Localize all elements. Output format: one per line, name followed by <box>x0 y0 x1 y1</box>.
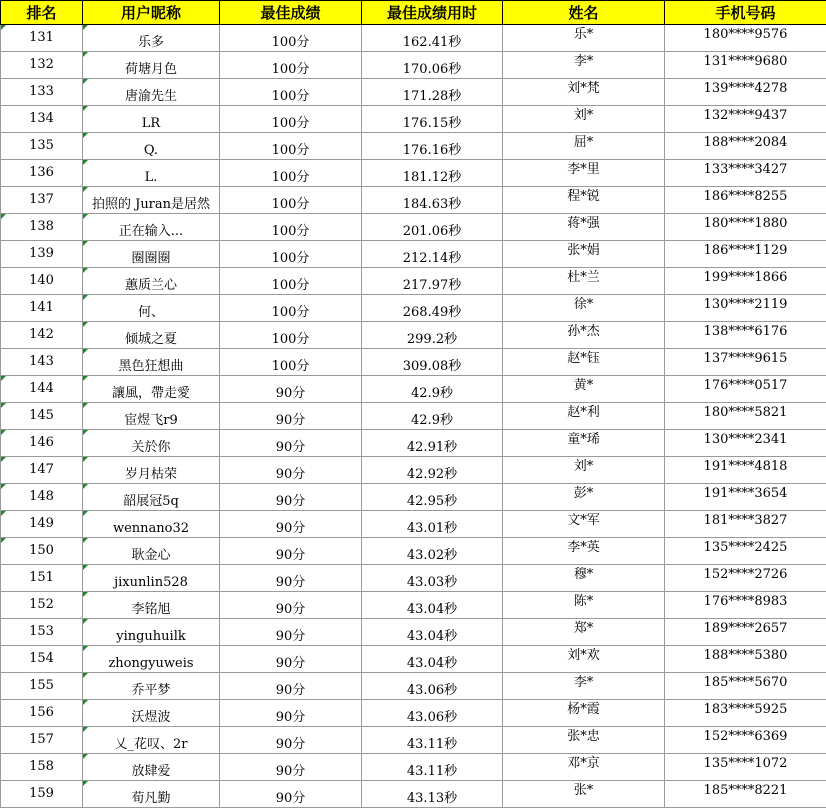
name-cell[interactable]: 彭* <box>503 484 665 511</box>
phone-cell[interactable]: 152****2726 <box>665 565 826 592</box>
time-cell[interactable]: 162.41秒 <box>362 25 503 52</box>
name-cell[interactable]: 邓*京 <box>503 754 665 781</box>
table-row <box>1 52 826 79</box>
table-row <box>1 106 826 133</box>
phone-cell[interactable]: 191****3654 <box>665 484 826 511</box>
score-cell[interactable]: 100分 <box>220 25 362 52</box>
nickname-cell[interactable]: 黑色狂想曲 <box>83 349 220 376</box>
name-cell[interactable]: 刘*梵 <box>503 79 665 106</box>
time-cell[interactable]: 43.06秒 <box>362 700 503 727</box>
time-cell[interactable]: 42.92秒 <box>362 457 503 484</box>
table-row <box>1 754 826 781</box>
time-cell[interactable]: 217.97秒 <box>362 268 503 295</box>
phone-cell[interactable]: 189****2657 <box>665 619 826 646</box>
score-cell[interactable]: 90分 <box>220 457 362 484</box>
nickname-cell[interactable]: 岁月枯荣 <box>83 457 220 484</box>
time-cell[interactable]: 181.12秒 <box>362 160 503 187</box>
nickname-cell[interactable]: 宦煜飞r9 <box>83 403 220 430</box>
nickname-cell[interactable]: jixunlin528 <box>83 565 220 592</box>
table-row <box>1 511 826 538</box>
rank-cell[interactable]: 142 <box>1 322 83 349</box>
nickname-cell[interactable]: 拍照的 Juran是居然 <box>83 187 220 214</box>
rank-cell[interactable]: 137 <box>1 187 83 214</box>
rank-cell[interactable]: 144 <box>1 376 83 403</box>
name-cell[interactable]: 陈* <box>503 592 665 619</box>
rank-cell[interactable]: 131 <box>1 25 83 52</box>
rank-cell[interactable]: 132 <box>1 52 83 79</box>
time-cell[interactable]: 43.04秒 <box>362 646 503 673</box>
time-cell[interactable]: 184.63秒 <box>362 187 503 214</box>
name-cell[interactable]: 郑* <box>503 619 665 646</box>
rank-cell[interactable]: 149 <box>1 511 83 538</box>
phone-cell[interactable]: 132****9437 <box>665 106 826 133</box>
rank-cell[interactable]: 135 <box>1 133 83 160</box>
time-cell[interactable]: 212.14秒 <box>362 241 503 268</box>
table-row <box>1 214 826 241</box>
rank-cell[interactable]: 159 <box>1 781 83 808</box>
time-cell[interactable]: 43.04秒 <box>362 592 503 619</box>
phone-cell[interactable]: 186****8255 <box>665 187 826 214</box>
phone-cell[interactable]: 133****3427 <box>665 160 826 187</box>
name-cell[interactable]: 童*琋 <box>503 430 665 457</box>
table-row <box>1 295 826 322</box>
nickname-cell[interactable]: 唐渝先生 <box>83 79 220 106</box>
score-cell[interactable]: 100分 <box>220 187 362 214</box>
nickname-cell[interactable]: L. <box>83 160 220 187</box>
table-row <box>1 79 826 106</box>
time-cell[interactable]: 43.11秒 <box>362 754 503 781</box>
score-cell[interactable]: 90分 <box>220 376 362 403</box>
table-row <box>1 241 826 268</box>
table-row <box>1 403 826 430</box>
phone-cell[interactable]: 139****4278 <box>665 79 826 106</box>
phone-cell[interactable]: 181****3827 <box>665 511 826 538</box>
rank-cell[interactable]: 156 <box>1 700 83 727</box>
phone-cell[interactable]: 176****8983 <box>665 592 826 619</box>
time-cell[interactable]: 171.28秒 <box>362 79 503 106</box>
table-row <box>1 673 826 700</box>
time-cell[interactable]: 176.15秒 <box>362 106 503 133</box>
score-cell[interactable]: 100分 <box>220 106 362 133</box>
name-cell[interactable]: 黄* <box>503 376 665 403</box>
nickname-cell[interactable]: 乔平梦 <box>83 673 220 700</box>
rank-cell[interactable]: 151 <box>1 565 83 592</box>
name-cell[interactable]: 屈* <box>503 133 665 160</box>
time-cell[interactable]: 176.16秒 <box>362 133 503 160</box>
score-cell[interactable]: 100分 <box>220 52 362 79</box>
header-nickname[interactable]: 用户昵称 <box>83 1 220 25</box>
header-score[interactable]: 最佳成绩 <box>220 1 362 25</box>
name-cell[interactable]: 杜*兰 <box>503 268 665 295</box>
name-cell[interactable]: 徐* <box>503 295 665 322</box>
score-cell[interactable]: 90分 <box>220 619 362 646</box>
name-cell[interactable]: 孙*杰 <box>503 322 665 349</box>
nickname-cell[interactable]: 乂_花叹、2r <box>83 727 220 754</box>
time-cell[interactable]: 299.2秒 <box>362 322 503 349</box>
nickname-cell[interactable]: zhongyuweis <box>83 646 220 673</box>
score-cell[interactable]: 100分 <box>220 295 362 322</box>
phone-cell[interactable]: 131****9680 <box>665 52 826 79</box>
time-cell[interactable]: 43.03秒 <box>362 565 503 592</box>
phone-cell[interactable]: 176****0517 <box>665 376 826 403</box>
score-cell[interactable]: 90分 <box>220 430 362 457</box>
table-row <box>1 376 826 403</box>
name-cell[interactable]: 李*里 <box>503 160 665 187</box>
table-row <box>1 484 826 511</box>
time-cell[interactable]: 42.9秒 <box>362 376 503 403</box>
header-phone[interactable]: 手机号码 <box>665 1 826 25</box>
score-cell[interactable]: 90分 <box>220 700 362 727</box>
rank-cell[interactable]: 140 <box>1 268 83 295</box>
header-rank[interactable]: 排名 <box>1 1 83 25</box>
phone-cell[interactable]: 191****4818 <box>665 457 826 484</box>
header-time[interactable]: 最佳成绩用时 <box>362 1 503 25</box>
nickname-cell[interactable]: 讓風，帶走愛 <box>83 376 220 403</box>
time-cell[interactable]: 42.9秒 <box>362 403 503 430</box>
score-cell[interactable]: 90分 <box>220 484 362 511</box>
phone-cell[interactable]: 185****5670 <box>665 673 826 700</box>
score-cell[interactable]: 100分 <box>220 241 362 268</box>
nickname-cell[interactable]: 乐多 <box>83 25 220 52</box>
score-cell[interactable]: 100分 <box>220 322 362 349</box>
nickname-cell[interactable]: 荷塘月色 <box>83 52 220 79</box>
rank-cell[interactable]: 152 <box>1 592 83 619</box>
table-row <box>1 25 826 52</box>
name-cell[interactable]: 张*忠 <box>503 727 665 754</box>
nickname-cell[interactable]: 放肆爱 <box>83 754 220 781</box>
score-cell[interactable]: 90分 <box>220 727 362 754</box>
phone-cell[interactable]: 152****6369 <box>665 727 826 754</box>
rank-cell[interactable]: 145 <box>1 403 83 430</box>
rank-cell[interactable]: 146 <box>1 430 83 457</box>
time-cell[interactable]: 309.08秒 <box>362 349 503 376</box>
score-cell[interactable]: 90分 <box>220 511 362 538</box>
score-cell[interactable]: 100分 <box>220 79 362 106</box>
rank-cell[interactable]: 133 <box>1 79 83 106</box>
phone-cell[interactable]: 180****1880 <box>665 214 826 241</box>
name-cell[interactable]: 刘* <box>503 457 665 484</box>
score-cell[interactable]: 90分 <box>220 403 362 430</box>
nickname-cell[interactable]: 耿金心 <box>83 538 220 565</box>
table-row <box>1 538 826 565</box>
score-cell[interactable]: 90分 <box>220 754 362 781</box>
table-row <box>1 160 826 187</box>
phone-cell[interactable]: 135****1072 <box>665 754 826 781</box>
table-row <box>1 187 826 214</box>
time-cell[interactable]: 42.95秒 <box>362 484 503 511</box>
time-cell[interactable]: 43.04秒 <box>362 619 503 646</box>
time-cell[interactable]: 43.13秒 <box>362 781 503 808</box>
rank-cell[interactable]: 134 <box>1 106 83 133</box>
time-cell[interactable]: 43.11秒 <box>362 727 503 754</box>
name-cell[interactable]: 李* <box>503 673 665 700</box>
rank-cell[interactable]: 138 <box>1 214 83 241</box>
table-header <box>1 1 826 25</box>
rank-cell[interactable]: 150 <box>1 538 83 565</box>
nickname-cell[interactable]: Q. <box>83 133 220 160</box>
phone-cell[interactable]: 186****1129 <box>665 241 826 268</box>
score-cell[interactable]: 90分 <box>220 565 362 592</box>
name-cell[interactable]: 杨*霞 <box>503 700 665 727</box>
name-cell[interactable]: 文*军 <box>503 511 665 538</box>
time-cell[interactable]: 268.49秒 <box>362 295 503 322</box>
name-cell[interactable]: 李*英 <box>503 538 665 565</box>
table-row <box>1 133 826 160</box>
rank-cell[interactable]: 136 <box>1 160 83 187</box>
header-row <box>1 1 826 25</box>
time-cell[interactable]: 42.91秒 <box>362 430 503 457</box>
rank-cell[interactable]: 153 <box>1 619 83 646</box>
nickname-cell[interactable]: 蕙质兰心 <box>83 268 220 295</box>
nickname-cell[interactable]: wennano32 <box>83 511 220 538</box>
nickname-cell[interactable]: LR <box>83 106 220 133</box>
table-row <box>1 727 826 754</box>
rank-cell[interactable]: 141 <box>1 295 83 322</box>
score-cell[interactable]: 90分 <box>220 592 362 619</box>
name-cell[interactable]: 穆* <box>503 565 665 592</box>
name-cell[interactable]: 刘*欢 <box>503 646 665 673</box>
name-cell[interactable]: 蒋*强 <box>503 214 665 241</box>
phone-cell[interactable]: 180****5821 <box>665 403 826 430</box>
phone-cell[interactable]: 185****8221 <box>665 781 826 808</box>
table-row <box>1 565 826 592</box>
score-cell[interactable]: 100分 <box>220 214 362 241</box>
phone-cell[interactable]: 180****9576 <box>665 25 826 52</box>
phone-cell[interactable]: 135****2425 <box>665 538 826 565</box>
nickname-cell[interactable]: 圈圈圈 <box>83 241 220 268</box>
phone-cell[interactable]: 130****2341 <box>665 430 826 457</box>
table-row <box>1 781 826 808</box>
nickname-cell[interactable]: 何、 <box>83 295 220 322</box>
table-row <box>1 592 826 619</box>
nickname-cell[interactable]: yinguhuilk <box>83 619 220 646</box>
table-row <box>1 322 826 349</box>
nickname-cell[interactable]: 关於你 <box>83 430 220 457</box>
time-cell[interactable]: 43.02秒 <box>362 538 503 565</box>
name-cell[interactable]: 张*娟 <box>503 241 665 268</box>
phone-cell[interactable]: 183****5925 <box>665 700 826 727</box>
rank-cell[interactable]: 155 <box>1 673 83 700</box>
score-cell[interactable]: 90分 <box>220 673 362 700</box>
name-cell[interactable]: 刘* <box>503 106 665 133</box>
header-name[interactable]: 姓名 <box>503 1 665 25</box>
score-cell[interactable]: 100分 <box>220 133 362 160</box>
table-body <box>1 25 826 808</box>
table-row <box>1 349 826 376</box>
phone-cell[interactable]: 138****6176 <box>665 322 826 349</box>
rank-cell[interactable]: 157 <box>1 727 83 754</box>
rank-cell[interactable]: 147 <box>1 457 83 484</box>
time-cell[interactable]: 43.01秒 <box>362 511 503 538</box>
phone-cell[interactable]: 199****1866 <box>665 268 826 295</box>
phone-cell[interactable]: 188****5380 <box>665 646 826 673</box>
table-row <box>1 457 826 484</box>
score-cell[interactable]: 100分 <box>220 349 362 376</box>
name-cell[interactable]: 张* <box>503 781 665 808</box>
score-cell[interactable]: 90分 <box>220 538 362 565</box>
table-row <box>1 646 826 673</box>
nickname-cell[interactable]: 韶展冠5q <box>83 484 220 511</box>
phone-cell[interactable]: 137****9615 <box>665 349 826 376</box>
table-row <box>1 700 826 727</box>
rank-cell[interactable]: 143 <box>1 349 83 376</box>
nickname-cell[interactable]: 荀凡勤 <box>83 781 220 808</box>
table-row <box>1 430 826 457</box>
phone-cell[interactable]: 188****2084 <box>665 133 826 160</box>
time-cell[interactable]: 201.06秒 <box>362 214 503 241</box>
name-cell[interactable]: 赵*钰 <box>503 349 665 376</box>
rank-cell[interactable]: 148 <box>1 484 83 511</box>
time-cell[interactable]: 43.06秒 <box>362 673 503 700</box>
name-cell[interactable]: 赵*利 <box>503 403 665 430</box>
nickname-cell[interactable]: 李铭旭 <box>83 592 220 619</box>
score-cell[interactable]: 100分 <box>220 160 362 187</box>
name-cell[interactable]: 李* <box>503 52 665 79</box>
table-row <box>1 619 826 646</box>
score-cell[interactable]: 90分 <box>220 646 362 673</box>
nickname-cell[interactable]: 正在输入... <box>83 214 220 241</box>
nickname-cell[interactable]: 沃煜波 <box>83 700 220 727</box>
rank-cell[interactable]: 154 <box>1 646 83 673</box>
nickname-cell[interactable]: 倾城之夏 <box>83 322 220 349</box>
phone-cell[interactable]: 130****2119 <box>665 295 826 322</box>
rank-cell[interactable]: 158 <box>1 754 83 781</box>
name-cell[interactable]: 程*锐 <box>503 187 665 214</box>
table-row <box>1 268 826 295</box>
score-cell[interactable]: 100分 <box>220 268 362 295</box>
score-cell[interactable]: 90分 <box>220 781 362 808</box>
rank-cell[interactable]: 139 <box>1 241 83 268</box>
name-cell[interactable]: 乐* <box>503 25 665 52</box>
time-cell[interactable]: 170.06秒 <box>362 52 503 79</box>
